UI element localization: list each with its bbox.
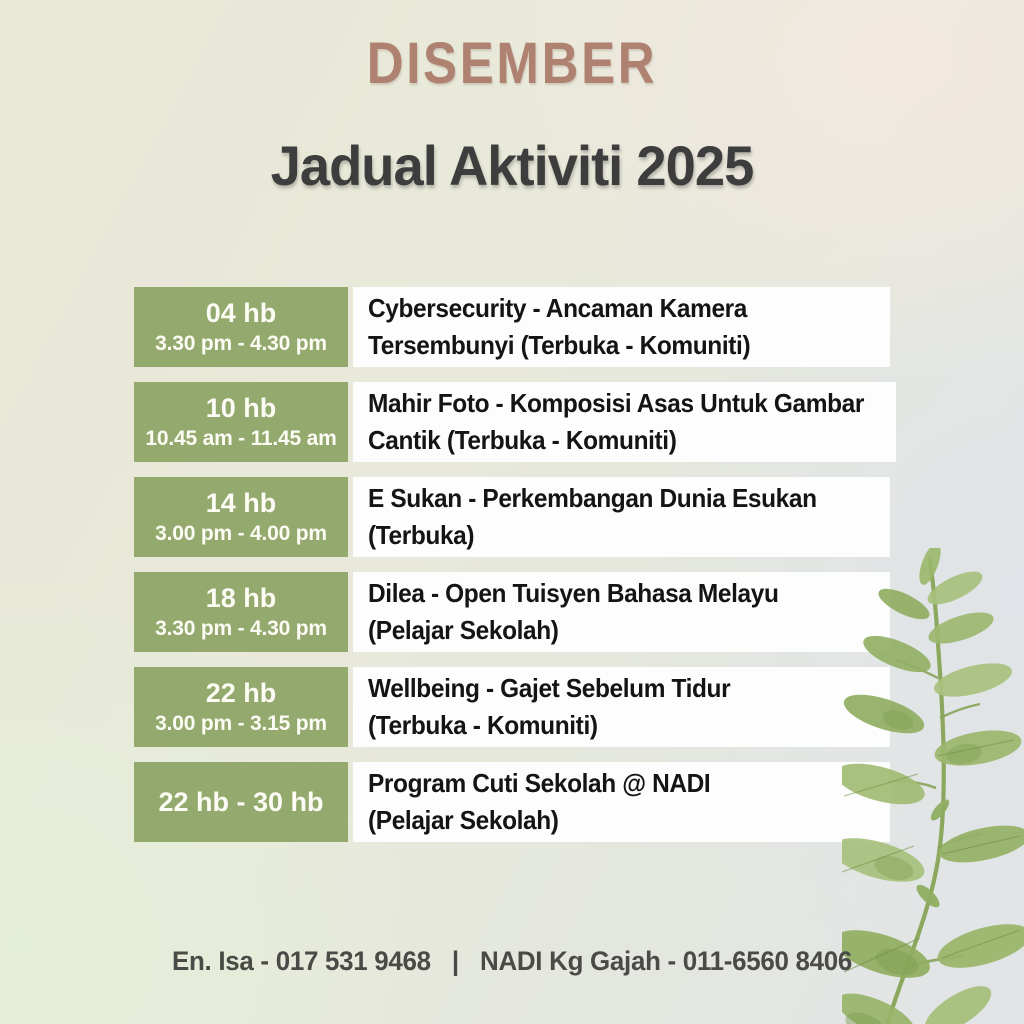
date-cell: [134, 762, 348, 842]
activity-cell: [353, 762, 890, 842]
table-row: [134, 667, 890, 747]
activity-line-1: Dilea - Open Tuisyen Bahasa Melayu: [368, 578, 779, 608]
activity-line-2: (Pelajar Sekolah): [368, 615, 559, 645]
time-label: 3.30 pm - 4.30 pm: [155, 332, 327, 355]
activity-cell: [353, 287, 890, 367]
date-cell: [134, 667, 348, 747]
schedule-table: [134, 287, 890, 842]
activity-line-1: Mahir Foto - Komposisi Asas Untuk Gambar: [368, 388, 865, 418]
date-label: 10 hb: [205, 393, 277, 423]
activity-line-2: Cantik (Terbuka - Komuniti): [368, 425, 677, 455]
activity-line-2: (Terbuka): [368, 520, 475, 550]
footer-contacts: [20, 946, 1003, 977]
date-label: 22 hb: [205, 678, 277, 708]
activity-cell: [353, 667, 890, 747]
date-label: 04 hb: [205, 298, 277, 328]
table-row: [134, 572, 890, 652]
contact-person: En. Isa - 017 531 9468: [171, 946, 431, 976]
table-row: [134, 287, 890, 367]
date-label: 14 hb: [205, 488, 277, 518]
date-cell: [134, 477, 348, 557]
activity-line-1: Cybersecurity - Ancaman Kamera: [368, 293, 748, 323]
activity-cell: [353, 477, 890, 557]
date-label: 18 hb: [205, 583, 277, 613]
date-cell: [134, 382, 348, 462]
date-cell: [134, 287, 348, 367]
activity-cell: [353, 382, 896, 462]
date-label: 22 hb - 30 hb: [158, 787, 324, 817]
table-row: [134, 762, 890, 842]
time-label: 3.30 pm - 4.30 pm: [155, 617, 327, 640]
activity-line-2: (Terbuka - Komuniti): [368, 710, 598, 740]
activity-line-2: Tersembunyi (Terbuka - Komuniti): [368, 330, 751, 360]
contact-nadi: NADI Kg Gajah - 011-6560 8406: [480, 946, 853, 976]
activity-cell: [353, 572, 890, 652]
contact-separator: |: [451, 946, 459, 976]
table-row: [134, 382, 890, 462]
time-label: 3.00 pm - 4.00 pm: [155, 522, 327, 545]
table-row: [134, 477, 890, 557]
activity-line-1: Wellbeing - Gajet Sebelum Tidur: [368, 673, 731, 703]
date-cell: [134, 572, 348, 652]
activity-line-1: Program Cuti Sekolah @ NADI: [368, 768, 711, 798]
month-title: DISEMBER: [366, 31, 658, 96]
activity-line-2: (Pelajar Sekolah): [368, 805, 559, 835]
page-title: Jadual Aktiviti 2025: [270, 134, 754, 197]
time-label: 10.45 am - 11.45 am: [145, 427, 337, 450]
activity-line-1: E Sukan - Perkembangan Dunia Esukan: [368, 483, 817, 513]
time-label: 3.00 pm - 3.15 pm: [155, 712, 327, 735]
